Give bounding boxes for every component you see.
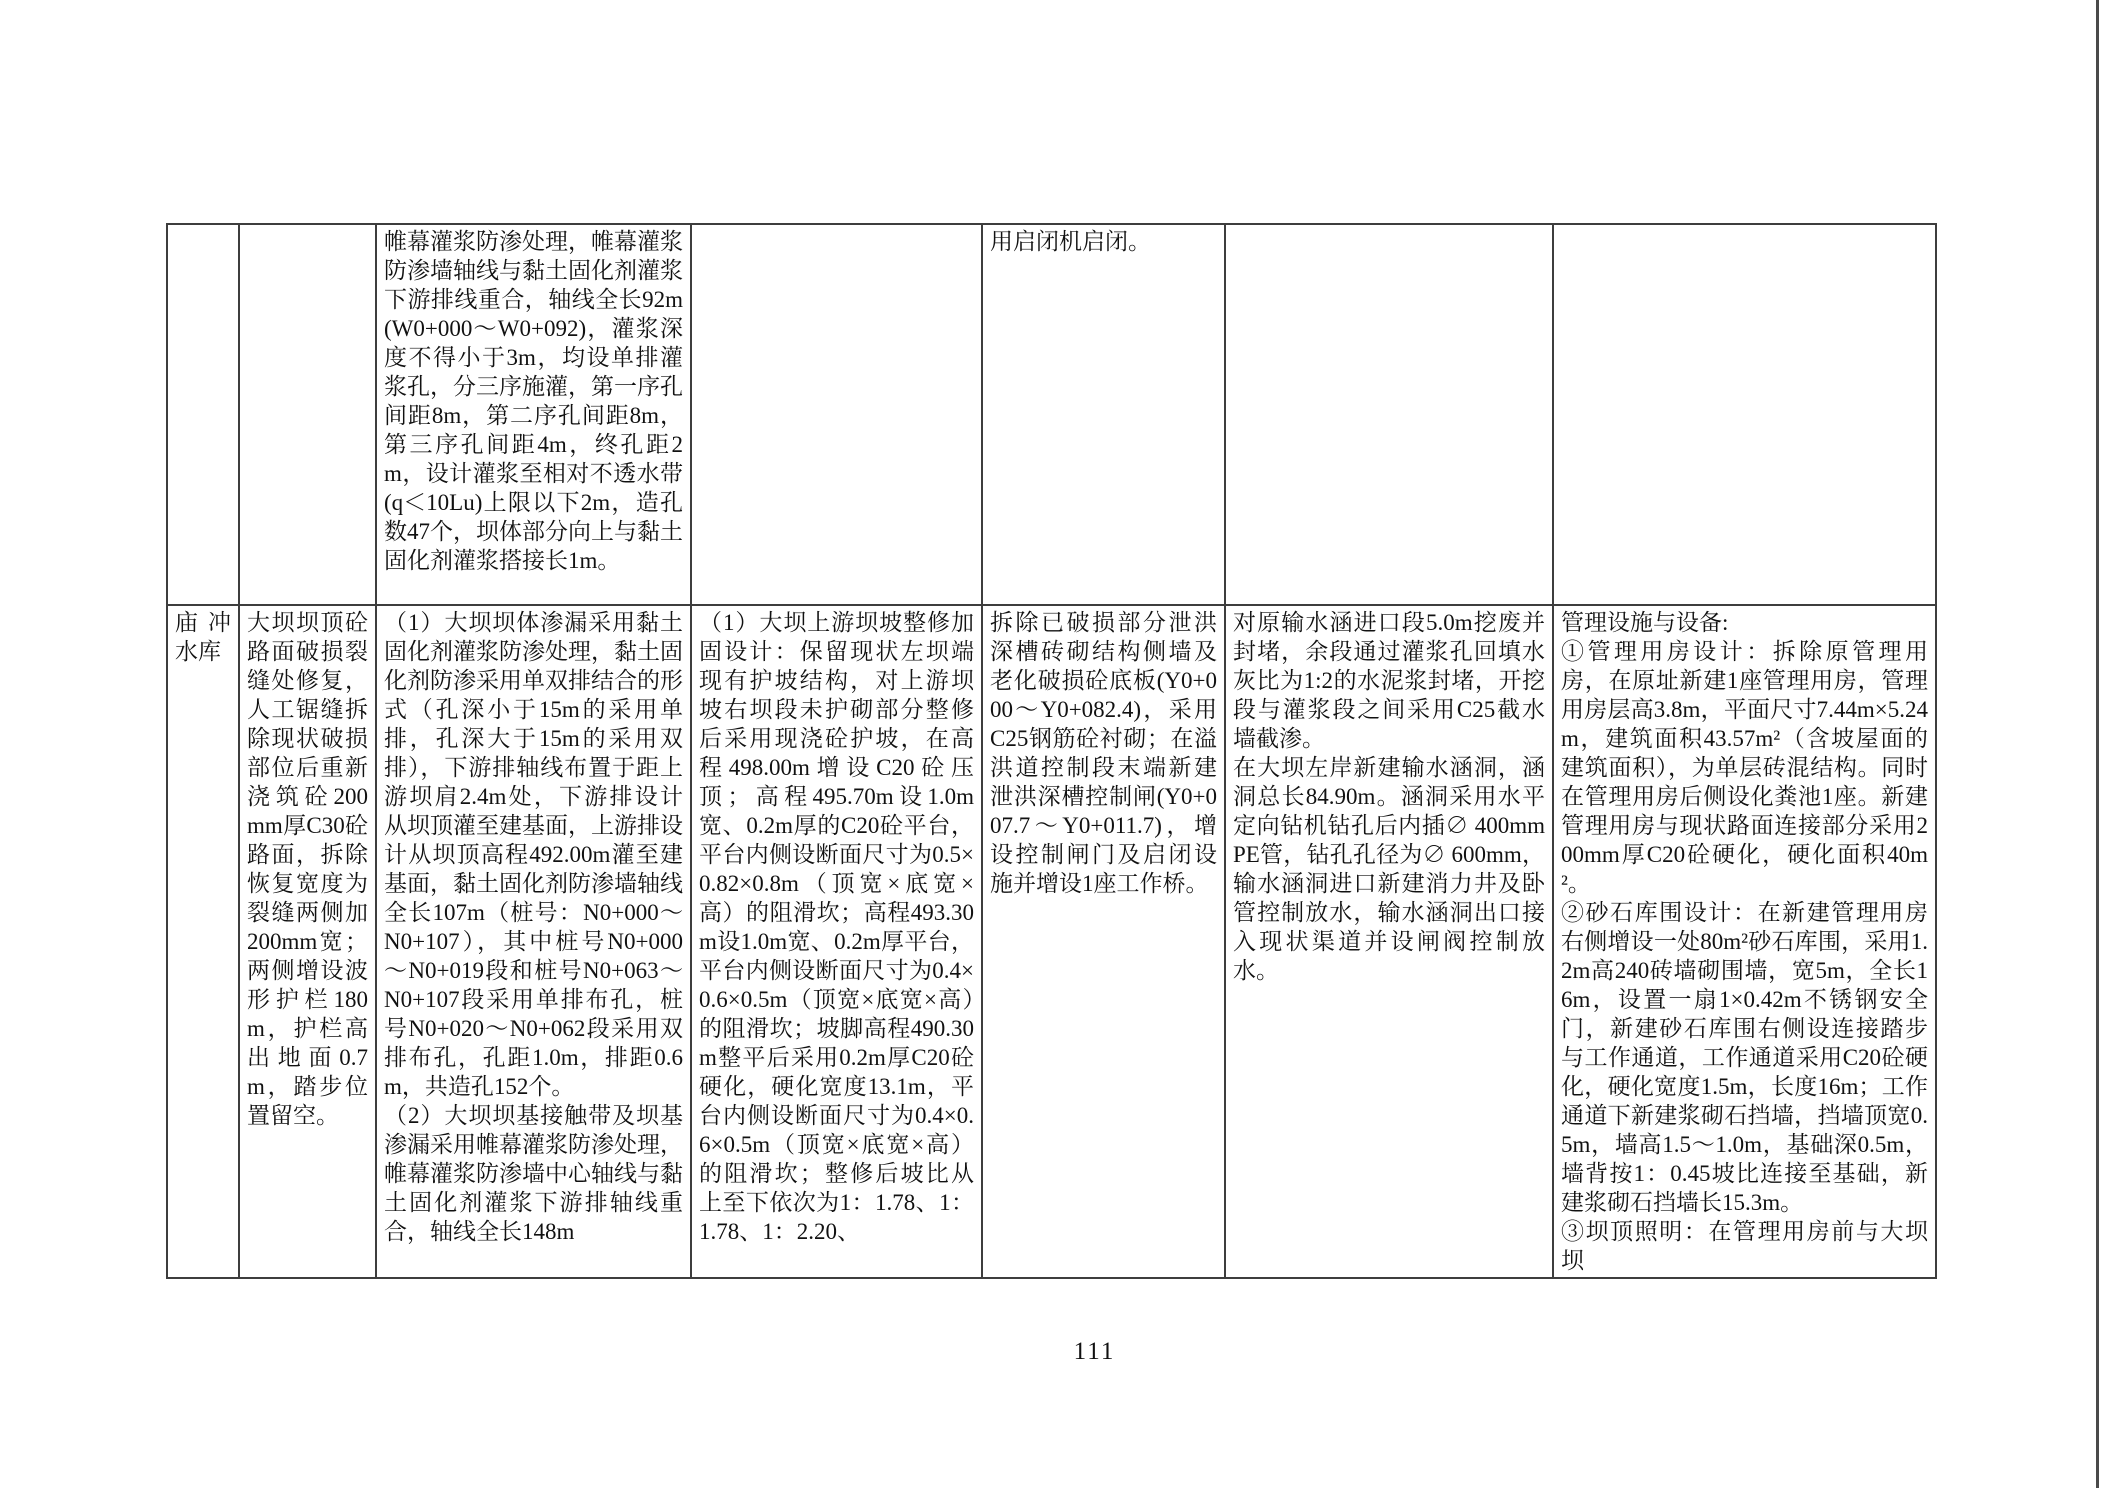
cell-reservoir-name-empty (167, 224, 239, 605)
dam-body-paragraph-2: （2）大坝坝基接触带及坝基渗漏采用帷幕灌浆防渗处理，帷幕灌浆防渗墙中心轴线与黏土固化剂灌浆下游排轴线重合，轴线全长148m (384, 1103, 683, 1244)
cell-management-empty (1553, 224, 1936, 605)
table-row-continuation (167, 224, 1936, 605)
cell-culvert-empty (1225, 224, 1553, 605)
spillway-gate-text: 用启闭机启闭。 (990, 229, 1151, 254)
culvert-paragraph-2: 在大坝左岸新建输水涵洞，涵洞总长84.90m。涵洞采用水平定向钻机钻孔后内插∅ 400mmPE管，钻孔孔径为∅ 600mm，输水涵洞进口新建消力井及卧管控制放水，输水涵洞出口接入现状渠道并设闸阀控制放水。 (1233, 755, 1545, 983)
cell-spillway-continued (982, 224, 1225, 605)
scan-edge-artifact (2096, 0, 2099, 1488)
dam-crest-text: 大坝坝顶砼路面破损裂缝处修复，人工锯缝拆除现状破损部位后重新浇筑砼200mm厚C30砼路面，拆除恢复宽度为裂缝两侧加200mm宽；两侧增设波形护栏180m，护栏高出地面0.7m，踏步位置留空。 (247, 610, 368, 1128)
table-row-miaochong (167, 605, 1936, 1278)
cell-seepage-control-continued (376, 224, 691, 605)
reservoir-name-text: 庙冲水库 (175, 610, 231, 664)
cell-water-culvert (1225, 605, 1553, 1278)
culvert-paragraph-1: 对原输水涵进口段5.0m挖废并封堵，余段通过灌浆孔回填水灰比为1:2的水泥浆封堵，开挖段与灌浆段之间采用C25截水墙截渗。 (1233, 610, 1545, 751)
seepage-control-text: 帷幕灌浆防渗处理，帷幕灌浆防渗墙轴线与黏土固化剂灌浆下游排线重合，轴线全长92m(W0+000～W0+092)，灌浆深度不得小于3m，均设单排灌浆孔，分三序施灌，第一序孔间距8m，第二序孔间距8m，第三序孔间距4m，终孔距2m，设计灌浆至相对不透水带(q＜10Lu)上限以下2m，造孔数47个，坝体部分向上与黏土固化剂灌浆搭接长1m。 (384, 229, 683, 573)
cell-dam-crest (239, 605, 376, 1278)
dam-body-paragraph-1: （1）大坝坝体渗漏采用黏土固化剂灌浆防渗处理，黏土固化剂防渗采用单双排结合的形式（孔深小于15m的采用单排，孔深大于15m的采用双排），下游排轴线布置于距上游坝肩2.4m处，下游排设计从坝顶灌至建基面，上游排设计从坝顶高程492.00m灌至建基面，黏土固化剂防渗墙轴线全长107m（桩号：N0+000～N0+107），其中桩号N0+000～N0+019段和桩号N0+063～N0+107段采用单排布孔，桩号N0+020～N0+062段采用双排布孔，孔距1.0m，排距0.6m，共造孔152个。 (384, 610, 683, 1099)
cell-dam-body-seepage (376, 605, 691, 1278)
management-header-text: 管理设施与设备: (1561, 610, 1729, 635)
management-paragraph-3: ③坝顶照明：在管理用房前与大坝坝 (1561, 1219, 1928, 1273)
upstream-slope-text: （1）大坝上游坝坡整修加固设计：保留现状左坝端现有护坡结构，对上游坝坡右坝段未护砌部分整修后采用现浇砼护坡，在高程498.00m增设C20砼压顶；高程495.70m设1.0m宽、0.2m厚的C20砼平台，平台内侧设断面尺寸为0.5×0.82×0.8m（顶宽×底宽×高）的阻滑坎；高程493.30m设1.0m宽、0.2m厚平台，平台内侧设断面尺寸为0.4×0.6×0.5m（顶宽×底宽×高）的阻滑坎；坡脚高程490.30m整平后采用0.2m厚C20砼硬化，硬化宽度13.1m，平台内侧设断面尺寸为0.4×0.6×0.5m（顶宽×底宽×高）的阻滑坎；整修后坡比从上至下依次为1：1.78、1：1.78、1：2.20、 (699, 610, 974, 1244)
management-paragraph-1: ①管理用房设计：拆除原管理用房，在原址新建1座管理用房，管理用房层高3.8m，平面尺寸7.44m×5.24m，建筑面积43.57m²（含坡屋面的建筑面积），为单层砖混结构。同时在管理用房后侧设化粪池1座。新建管理用房与现状路面连接部分采用200mm厚C20砼硬化，硬化面积40m²。 (1561, 639, 1928, 896)
spillway-rehab-text: 拆除已破损部分泄洪深槽砖砌结构侧墙及老化破损砼底板(Y0+000～Y0+082.4)，采用C25钢筋砼衬砌；在溢洪道控制段末端新建泄洪深槽控制闸(Y0+007.7～Y0+011.7)，增设控制闸门及启闭设施并增设1座工作桥。 (990, 610, 1217, 896)
cell-dam-crest-empty (239, 224, 376, 605)
management-paragraph-2: ②砂石库围设计：在新建管理用房右侧增设一处80m²砂石库围，采用1.2m高240砖墙砌围墙，宽5m，全长16m，设置一扇1×0.42m不锈钢安全门，新建砂石库围右侧设连接踏步与工作通道，工作通道采用C20砼硬化，硬化宽度1.5m，长度16m；工作通道下新建浆砌石挡墙，挡墙顶宽0.5m，墙高1.5～1.0m，基础深0.5m，墙背按1：0.45坡比连接至基础，新建浆砌石挡墙长15.3m。 (1561, 900, 1928, 1215)
page-number: 111 (1073, 1338, 1116, 1365)
cell-upstream-slope (691, 605, 982, 1278)
cell-upstream-slope-empty (691, 224, 982, 605)
cell-reservoir-name (167, 605, 239, 1278)
cell-management-facilities (1553, 605, 1936, 1278)
project-measures-table (166, 223, 1937, 1279)
cell-spillway (982, 605, 1225, 1278)
